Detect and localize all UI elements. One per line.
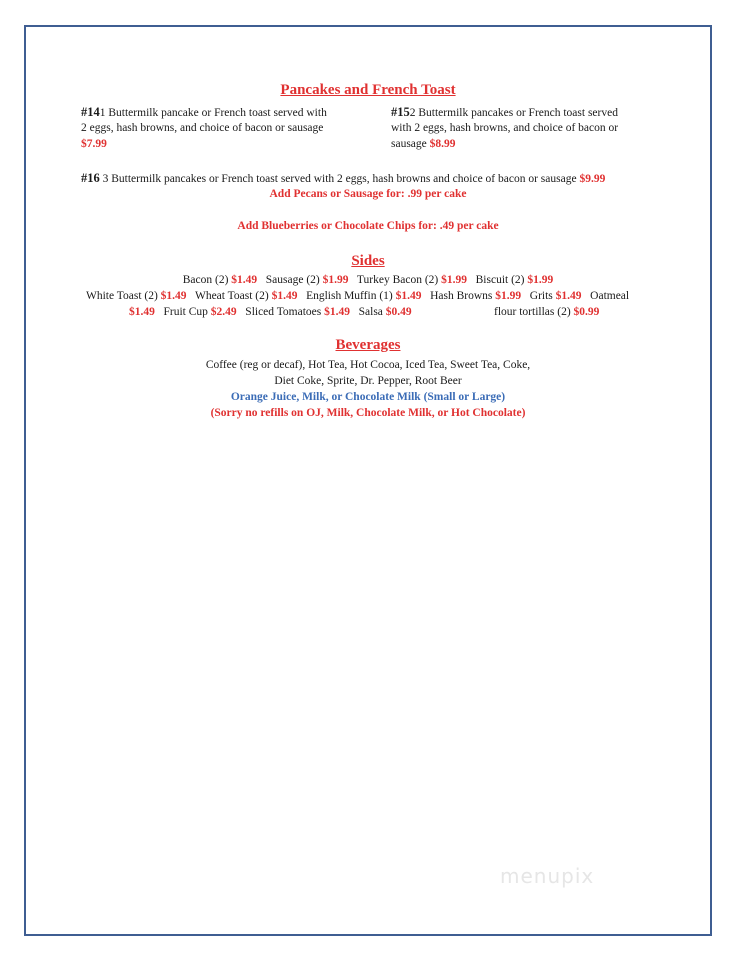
item-14-line1: #141 Buttermilk pancake or French toast served with [81,105,327,119]
sides-row-2 [86,288,629,304]
side-item: Turkey Bacon (2) $1.99 [356,274,468,286]
addon-pecans: Add Pecans or Sausage for: .99 per cake [269,188,467,200]
side-item-oatmeal: Oatmeal [590,290,630,302]
item-14-number: #14 [81,105,100,119]
side-item: Wheat Toast (2) $1.49 [194,290,298,302]
item-16-price: $9.99 [579,173,606,185]
beverages-juice-milk: Orange Juice, Milk, or Chocolate Milk (Small or Large) [230,391,506,403]
sides-row-3 [129,304,412,320]
side-item: Sausage (2) $1.99 [265,274,349,286]
beverages-line1: Coffee (reg or decaf), Hot Tea, Hot Cocoa, Iced Tea, Sweet Tea, Coke, [205,359,531,371]
side-item: White Toast (2) $1.49 [86,290,187,302]
sides-heading: Sides [351,253,385,269]
menupix-watermark: menupix [500,864,595,888]
beverages-line2: Diet Coke, Sprite, Dr. Pepper, Root Beer [274,375,462,387]
side-item: English Muffin (1) $1.49 [306,290,422,302]
item-14-line2: 2 eggs, hash browns, and choice of bacon or sausage [81,122,324,134]
menu-border [24,25,712,936]
item-15-number: #15 [391,105,410,119]
side-item: Fruit Cup $2.49 [163,306,237,318]
beverages-heading: Beverages [335,337,401,353]
side-item: Biscuit (2) $1.99 [475,274,554,286]
item-15-price: $8.99 [429,138,456,150]
side-item: Bacon (2) $1.49 [182,274,258,286]
side-item: Sliced Tomatoes $1.49 [245,306,351,318]
oatmeal-price: $1.49 [129,306,155,318]
item-16: #16 3 Buttermilk pancakes or French toast served with 2 eggs, hash browns and choice of bacon or sausage $9.99 [81,171,606,185]
item-15-line3: sausage $8.99 [391,138,456,150]
side-item: Salsa $0.49 [358,306,412,318]
side-item: Grits $1.49 [529,290,582,302]
addon-blueberries: Add Blueberries or Chocolate Chips for: .49 per cake [237,220,499,232]
item-15-line1: #152 Buttermilk pancakes or French toast served [391,105,618,119]
pancakes-heading: Pancakes and French Toast [280,82,456,98]
item-14-price: $7.99 [81,138,107,150]
side-item: Hash Browns $1.99 [430,290,522,302]
item-16-number: #16 [81,171,100,185]
item-15-line2: with 2 eggs, hash browns, and choice of bacon or [391,122,619,134]
side-item-tortillas: flour tortillas (2) $0.99 [494,306,600,318]
beverages-no-refills: (Sorry no refills on OJ, Milk, Chocolate Milk, or Hot Chocolate) [210,407,526,419]
sides-row-1 [0,272,736,288]
